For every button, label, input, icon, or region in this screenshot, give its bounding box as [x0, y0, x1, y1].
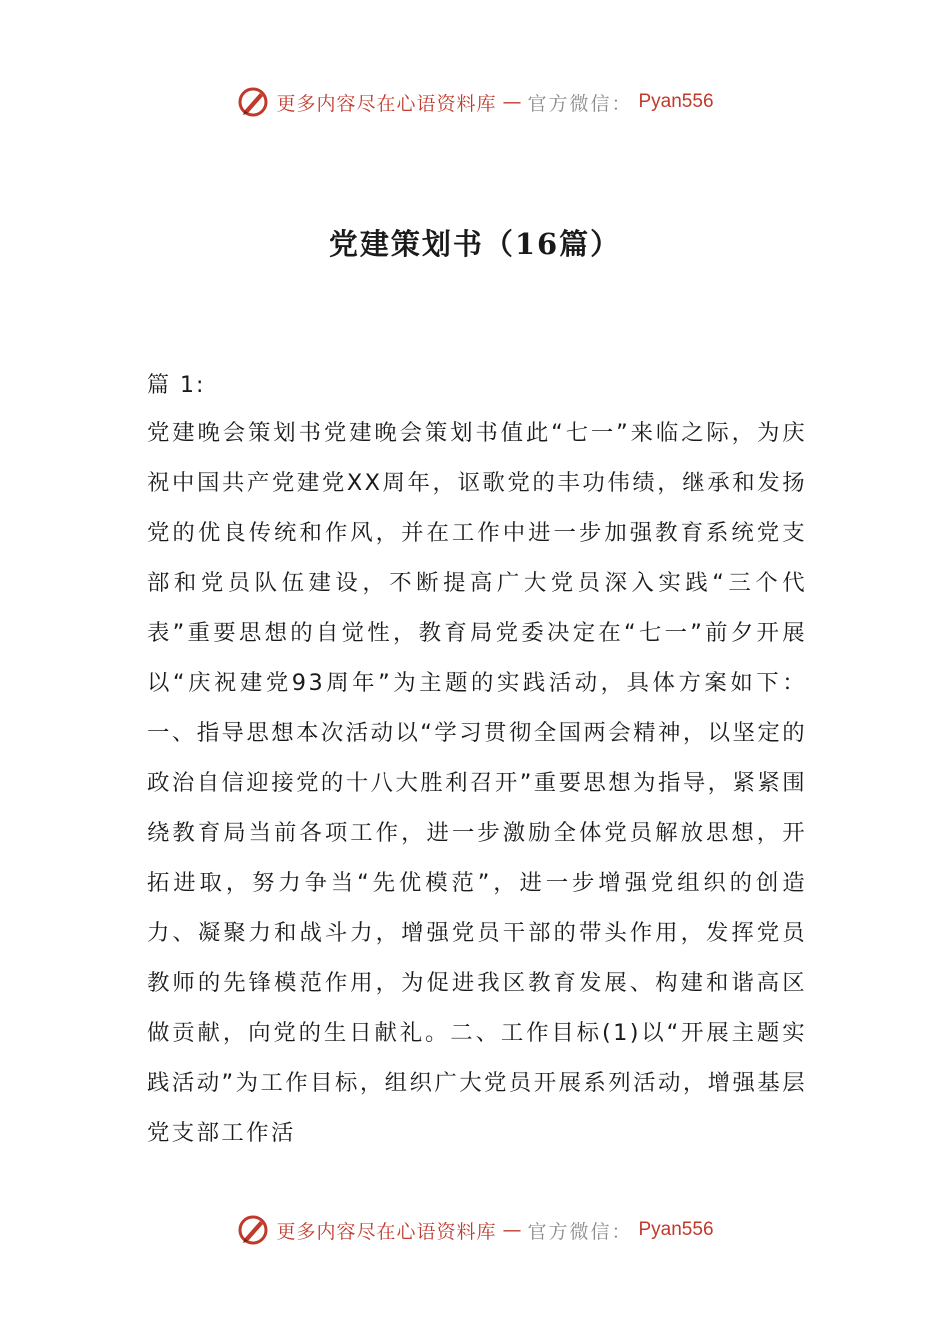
body-paragraph: 党建晚会策划书党建晚会策划书值此“七一”来临之际，为庆祝中国共产党建党XX周年，讴歌党的丰功伟绩，继承和发扬党的优良传统和作风，并在工作中进一步加强教育系统党支部和党员队伍建设，不断提高广大党员深入实践“三个代表”重要思想的自觉性，教育局党委决定在“七一”前夕开展以“庆祝建党93周年”为主题的实践活动，具体方案如下：一、指导思想本次活动以“学习贯彻全国两会精神，以坚定的政治自信迎接党的十八大胜利召开”重要思想为指导，紧紧围绕教育局当前各项工作，进一步激励全体党员解放思想，开拓进取，努力争当“先优模范”，进一步增强党组织的创造力、凝聚力和战斗力，增强党员干部的带头作用，发挥党员教师的先锋模范作用，为促进我区教育发展、构建和谐高区做贡献，向党的生日献礼。二、工作目标(1)以“开展主题实践活动”为工作目标，组织广大党员开展系列活动，增强基层党支部工作活 [147, 420, 807, 1146]
document-title: 党建策划书（16篇） [328, 227, 622, 261]
pen-logo-icon [236, 85, 270, 119]
banner-brand-text: 更多内容尽在心语资料库 [276, 92, 497, 115]
banner-wechat-id: Pyan556 [638, 1219, 714, 1240]
banner-wechat-label: 官方微信： [527, 92, 633, 115]
banner-wechat-id: Pyan556 [638, 91, 714, 112]
pen-logo-icon [236, 1213, 270, 1247]
banner-wechat-label: 官方微信： [527, 1220, 633, 1243]
header-banner [0, 80, 950, 124]
banner-dash: — [502, 91, 522, 113]
footer-banner [0, 1208, 950, 1252]
banner-dash: — [502, 1219, 522, 1241]
banner-brand-text: 更多内容尽在心语资料库 [276, 1220, 497, 1243]
section-label: 篇 1: [147, 373, 206, 398]
